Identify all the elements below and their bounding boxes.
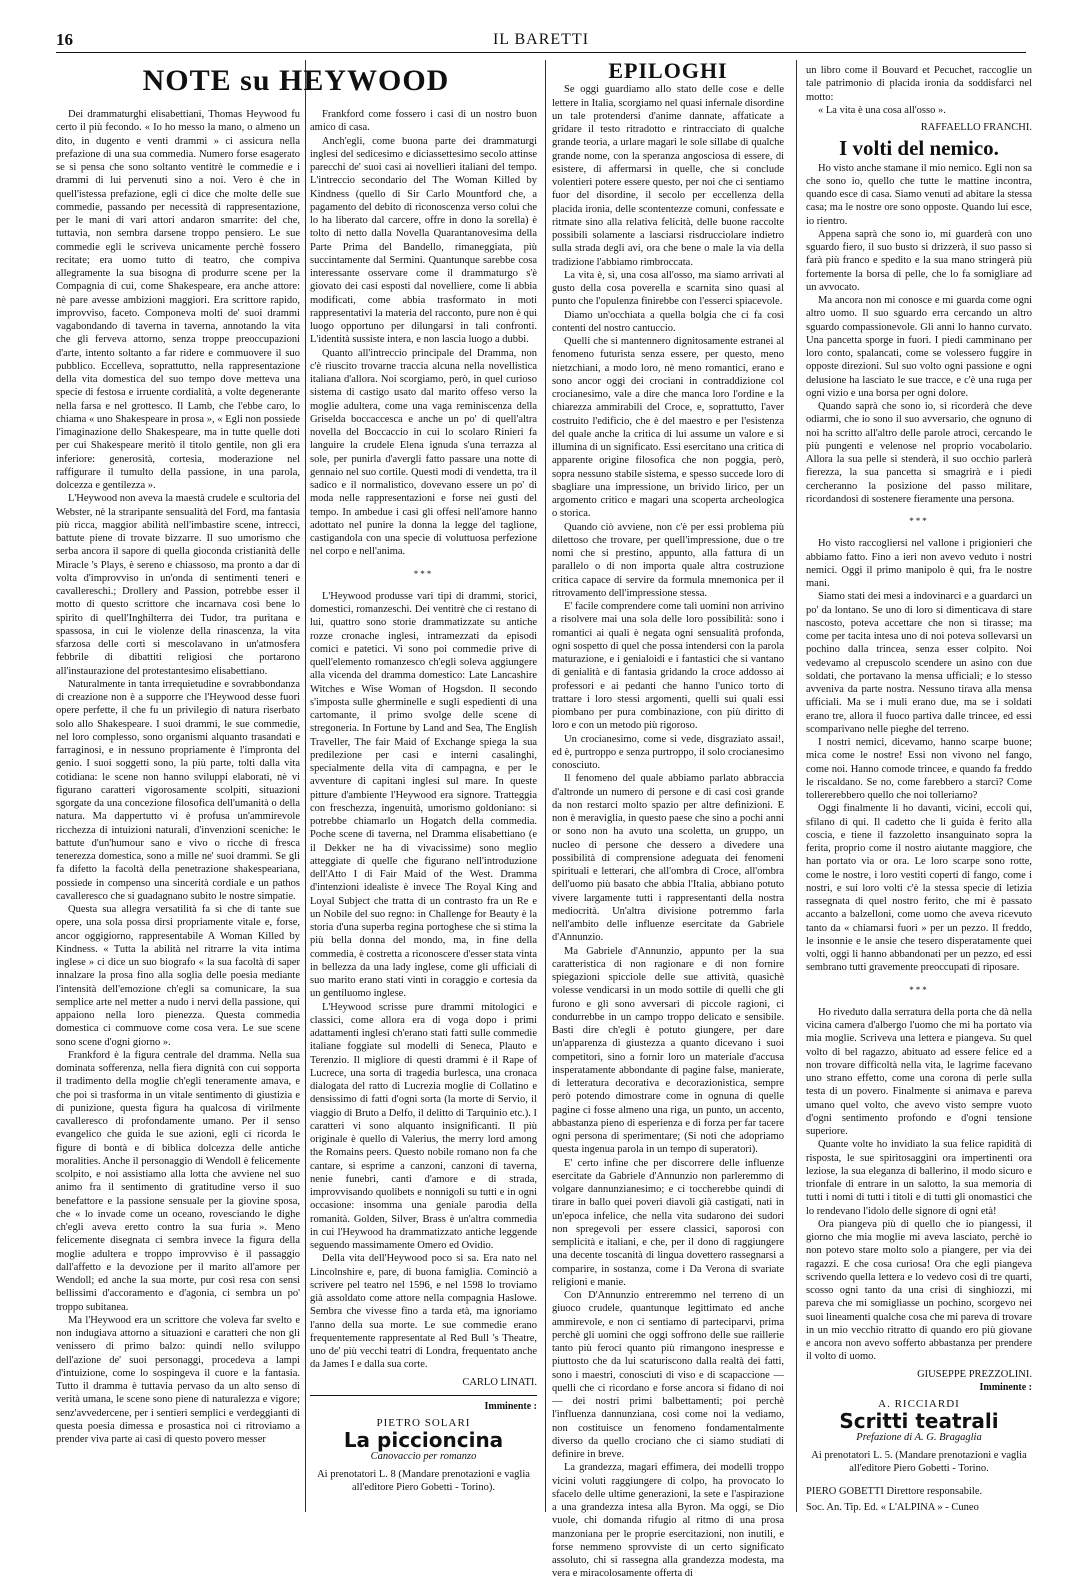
paragraph: Dei drammaturghi elisabettiani, Thomas Heywood fu certo il più fecondo. « Io ho messo la mano, o almeno un dito, in dugento e venti drammi » ci assicura nella prefazione di una sua commedia. Numero forse esagerato se si pensa che sono soltanto ventitrè le commedie e i drammi di lui pervenuti sino a noi. Vero è che in quell'istessa prefazione, egli ci dice che molte delle sue commedie, passando per necessità di rappresentazione, per le mani di vari attori andaron smarrite: del che, tuttavia, non sembra darsene troppo pensiero. Le sue commedie egli le scriveva unicamente perchè fossero recitate; era uomo tutto di teatro, che compiva allegramente la sua bisogna di produrre scene per la Compagnia di cui, come Shakespeare, era anche attore: nè pare avesse ambizioni maggiori. Era scrittore rapido, improvviso, faceto. Componeva molti de' suoi drammi vagabondando di taverna in taverna, annotando la vita che gli ferveva attorno, senza troppe preoccupazioni d'arte, intento soltanto a far ridere e commuovere il suo pubblico. Eccelleva, soprattutto, nella rappresentazione della vita domestica del suo tempo dove metteva una specie di festosa e irruente cordialità, a volte degenerante nella farsa e nel grottesco. Il Lamb, che l'ebbe caro, lo chiama « uno Shakespeare in prosa », « Egli non possiede l'imaginazione dello Shakespeare, ma in tutte quelle doti per cui Shakespeare meritò il titolo gentile, non gli era inferiore: generosità, cortesia, moderazione nel raffigurare il tumulto della passione, in una parola, dolcezza e gentilezza ». bbox=[56, 109, 300, 491]
paragraph: L'Heywood non aveva la maestà crudele e scultoria del Webster, nè la straripante sensualità del Ford, ma fantasia più ricca, maggior abilità nell'imbastire scene, intrecci, battute piene di trovate bizzarre. Il suo umorismo che serba ancora il sapore di quella gioconda cristianità delle Miracle 's Plays, è sereno e chiassoso, ma pronto a dar di volta d'improvviso in un'onda di sentimenti teneri e cavallereschi.; Drollery and Passion, potrebbe esser il motto di questo scrittore che incarnava così bene lo spirito di quell'Inghilterra dei Tudor, tra puritana e spassosa, in cui le violenze della rinascenza, la vita sfarzosa delle corti si mescolavano in un'atmosfera febbrile di dibattiti religiosi che portarono all'instaurazione del protestantesimo elisabettiano. bbox=[56, 493, 300, 677]
section-separator: *** bbox=[909, 984, 929, 995]
paragraph: Ma ancora non mi conosce e mi guarda come ogni altro uomo. Il suo sguardo erra cercando un altro sguardo compassionevole. Gli anni lo hanno curvato. Una pancetta sporge in fuori. I piedi camminano per loro conto, spalancati, come se volessero fuggire in opposte direzioni. Sul suo volto ogni passione e ogni delusione ha lasciato le sue tracce, e c'è una ruga per ogni vizio e una borsa per ogni dolore. bbox=[806, 295, 1032, 399]
ad-author: PIETRO SOLARI bbox=[376, 1417, 471, 1429]
column-2 bbox=[310, 108, 537, 1512]
paragraph: Con D'Annunzio entreremmo nel terreno di un giuoco crudele, quantunque legittimato ed anche ammirevole, e non ci sentiamo di parteciparvi, prima perchè gli uomini che oggi soffrono delle sue raillerie tanto più feroci quanto più rimangono inespresse e piuttosto che da lui scaturiscono dalla realtà dei fatti, sono i maestri, conosciuti di viso e di scapaccione — quelli che ci ricordano e forse ancora si fidano di noi — dei nostri primi balbettamenti; poi perchè l'influenza dannunziana, così come noi la vediamo, non costituisce un fenomeno fondamentalmente diverso da quello crociano che ci siamo studiati di definire in breve. bbox=[552, 1290, 784, 1460]
paragraph: Un crocianesimo, come si vede, disgraziato assai!, ed è, purtroppo e senza purtroppo, il solo crocianesimo conosciuto. bbox=[552, 733, 784, 771]
paragraph: Quanto all'intreccio principale del Dramma, non c'è riuscito trovarne traccia alcuna nella novellistica italiana d'allora. Noi scorgiamo, però, in quel curioso sistema di castigo usato dal marito offeso verso la moglie adultera, come una vaga reminiscenza della Griselda boccaccesca e anche un po' di quell'altra novella del Boccaccio in cui lo scolaro Rinieri fa languire la crudele Elena ignuda s'una terrazza al sole, per punirla d'avergli fatto passare una notte di gennaio nel suo cortile. Questi modi di vendetta, tra il sadico e il normalistico, dovevano essere un po' di moda nelle rappresentazioni e forse nei gusti del tempo. In ambedue i casi gli offesi nell'amore hanno adottato nel punire la donna la legge del taglione, castigandola con una specie di voluttuosa perfezione nel corpo e nell'anima. bbox=[310, 347, 537, 558]
paragraph: Quelli che si mantennero dignitosamente estranei al fenomeno futurista senza essere, per questo, meno nietzchiani, a modo loro, nè meno romantici, erano e sono ancor oggi dei crociani in contraddizione col crocianesimo, vale a dire che manca loro l'ordine e la chiarezza ammirabili del Croce, e, soprattutto, l'aver costruito l'edificio, che è del maestro e per l'esistenza del quale anche la critica di lui assume un valore e si illumina di un significato. Essi esercitano una critica di apparente origine filosofica che non poggia, però, sopra nessuno stabile sistema, e spesso succede loro di sbagliare una impressione, un brivido lirico, per un argomento critico e magari una scoperta archeologica o storica. bbox=[552, 336, 784, 520]
paragraph: Questa sua allegra versatilità fa sì che di tante sue opere, una sola possa dirsi propriamente vitale e, forse, ancor oggigiorno, rappresentabile A Woman Killed by Kindness. « Tutta la abilità nel ritrarre la vita intima inglese » ci dice un suo biografo « la sua facoltà di saper innalzare la prosa fino alla soglia delle poesia mediante l'intensità dell'emozione ch'egli sa comunicare, la sua semplice arte nel metter a nudo i nervi della passione, qui appaiono nella loro pienezza. Questa commedia domestica ci commuove come cosa vera. Le sue scene sono scene d'ogni giorno ». bbox=[56, 904, 300, 1048]
column-1 bbox=[56, 108, 300, 1512]
paragraph: E' facile comprendere come tali uomini non arrivino a risolvere mai una sola delle loro possibilità: sono i romantici ai quali è negata ogni sensualità profonda, ogni sospetto di quel che possa intendersi con la parola maturazione, e i genialoidi e i fantastici che si vantano di genialità e di fantasia gridando la croce addosso ai professori e ai pedanti che hanno l'unico torto di trattare i loro stessi argomenti, quelli sui quali essi piombano per pura combinazione, con più diritto di loro e con un metodo più rigoroso. bbox=[552, 601, 784, 732]
paragraph: Ho riveduto dalla serratura della porta che dà nella vicina camera d'albergo l'uomo che mi ha portato via mia moglie. Scriveva una lettera e piangeva. Su quel volto di bel ragazzo, abituato ad essere felice ed a non trovare difficoltà nella vita, le lagrime facevano uno strano effetto, come una corona di perle sulla testa di un povero. Finalmente si animava e pareva umano quel volto, che avevo visto sempre vuoto d'ogni sentimento profondo e d'ogni tensione superiore. bbox=[806, 1006, 1032, 1137]
paragraph: Naturalmente in tanta irrequietudine e sovrabbondanza di creazione non è a supporre che l'Heywood desse fuori opere perfette, il che fu un privilegio di natura riserbato solo allo Shakespeare. I suoi drammi, le sue commedie, nel loro complesso, sono organismi alquanto trasandati e farraginosi, e in nessuno propriamente è l'impronta del genio. I suoi soggetti sono, la più parte, tolti dalla vita cotidiana: le scene non hanno sviluppi elaborati, nè vi figurano caratteri vigorosamente scolpiti, situazioni sgorgate da una concezione filosofica dell'umanità o della natura. Ma dappertutto vi è profusa un'ammirevole ricchezza di intuizioni naturali, d'invenzioni sceniche: le battute d'un'humour sano e vivo o ricche di fresca tenerezza domestica, sono a mille ne' suoi drammi. Se gli fa difetto la facoltà della penetrazione shakespeariana, possiede in compenso una sincerità cordiale e un pathos cavalleresco che si guadagnano subito le nostre simpatie. bbox=[56, 678, 300, 902]
advertisement-solari bbox=[310, 1400, 537, 1495]
paragraph: L'Heywood produsse vari tipi di drammi, storici, domestici, romanzeschi. Dei ventitrè che ci restano di lui, quattro sono storie drammatizzate su antiche rozze cronache inglesi, intramezzati da episodi comici e patetici. Vi sono poi commedie prive di quell'elemento romanzesco ch'egli soleva aggiungere alla vicenda del dramma domestico: Late Lancashire Witches e Wise Woman of Hogsdon. Il secondo s'imposta sulle gherminelle e sugli espedienti di una cartomante, il primo svolge delle scene di stregoneria. In Fortune by Land and Sea, The English Traveller, The fair Maid of Exchange spiega la sua predilezione per casi e interni casalinghi, specialmente della vita di campagna, e per le avventure di capitani inglesi sul mare. In queste pitture d'ambiente l'Heywood era signore. Tratteggia con freschezza, ingenuità, umorismo goldoniano: si potrebbe chiamarlo un Hogatch della commedia. Poche scene di taverna, nel Dramma elisabettiano (e il Dekker ne ha di vivacissime) sono meglio atteggiate di quelle che figurano nell'introduzione dell'Atto I di Fair Maid of the West. Dramma d'intenzioni idealiste è invece The Royal King and Loyal Subject che tratta di un contrasto fra un Re e un Nobile del suo regno: in Challenge for Beauty è la storia d'una superba regina portoghese che si stima la più bella donna del mondo, ma, in fine della commedia, è costretta a riconoscere d'esser stata vinta in bellezza da una lady inglese, come gli ufficiali di suo marito erano stati vinti in coraggio e cortesia da un gentiluomo inglese. bbox=[310, 590, 537, 1000]
author-signature: RAFFAELLO FRANCHI. bbox=[920, 122, 1032, 133]
article-title-epiloghi: EPILOGHI bbox=[608, 58, 728, 83]
running-head bbox=[56, 28, 1026, 53]
paragraph: Ho visto raccogliersi nel vallone i prigionieri che abbiamo fatto. Fino a ieri non avevo veduto i nostri nemici. Oggi il primo manipolo è qui, fra le nostre mani. bbox=[806, 538, 1032, 589]
paragraph: un libro come il Bouvard et Pecuchet, raccoglie un tale patrimonio di placida ironia da soddisfarci nel motto: bbox=[806, 65, 1032, 103]
paragraph: Diamo un'occhiata a quella bolgia che ci fa così contenti del nostro cantuccio. bbox=[552, 309, 784, 334]
paragraph: Siamo stati dei mesi a indovinarci e a guardarci un po' da lontano. Se uno di loro si dimenticava di stare nascosto, poteva accettare che non si tirasse; ma come per tacita intesa uno di noi poteva sollevarsi un pochino dalla trincea, senza esser colpito. Noi vedevamo al crepuscolo scendere un asino con due soldati, che portavano la mensa ufficiali; e lo stesso avveniva da parte nostra. Nessuno tirava alla mensa ufficiali. Ma se i muli erano due, ma se i soldati erano tre, allora il fuoco partiva dalle trincee, ed essi scomparivano nelle pieghe del terreno. bbox=[806, 591, 1032, 735]
ad-book-title: Scritti teatrali bbox=[839, 1409, 999, 1434]
column-rule bbox=[545, 60, 546, 1512]
paragraph: Se oggi guardiamo allo stato delle cose e delle lettere in Italia, scorgiamo nel quasi infernale disordine un tale protendersi d'anime dannate, affaticate a gridare il testo ritradotto e rintracciato di qualche grande teoria, a urlare magari le sole sillabe di qualche grande nome, con la speranza angosciosa di essere, di esistere, di affermarsi in quelle, che si conclude volentieri potere essere questo, per noi che ci sentiamo fuor del disordine, il secolo per eccellenza della placida ironia, delle scontentezze comuni, confessate e ritmate sino alla relativa felicità, delle buone raccolte possibili solamente a lasciarsi risdrucciolare indietro sulla strada degli avi, ora che bene o male la via della tradizione l'abbiamo rimbroccata. bbox=[552, 84, 784, 268]
paragraph: I nostri nemici, dicevamo, hanno scarpe buone; mica come le nostre! Essi non vivono nel fango, come noi. Hanno comode trincee, e quando fa freddo le riscaldano. Se no, come farebbero a starci? Come tollererebbero quello che noi tolleriamo? bbox=[806, 737, 1032, 801]
article-title-note: NOTE su HEYWOOD bbox=[142, 64, 450, 97]
paragraph: Quando ciò avviene, non c'è per essi problema più dilettoso che trovare, per quell'impressione, due o tre nomi che si prestino, appunto, alla fattura di un parallelo o di non importa quale altra costruzione critica capace di servire da formula mnemonica per il ritrovamento dell'impressione stessa. bbox=[552, 521, 784, 599]
paragraph: Appena saprà che sono io, mi guarderà con uno sguardo fiero, il suo busto si drizzerà, il suo passo si farà più franco e spedito e la sua mano stringerà più fortemente la borsa di pelle, che lo fa somigliare ad un avvocato. bbox=[806, 228, 1032, 293]
ad-label: Imminente : bbox=[484, 1400, 537, 1412]
advertisement-ricciardi bbox=[806, 1381, 1032, 1476]
paragraph: Oggi finalmente li ho davanti, vicini, eccoli qui, sfilano di qui. Il cadetto che li guida è ferito alla coscia, e tiene il fazzoletto insanguinato sopra la ferita, proprio come il nostro aiutante maggiore, che han portato via or ora. Le loro scarpe sono rotte, come le nostre, i loro vestiti coperti di fango, come i nostri, e sui loro volti c'è la stessa specie di letizia rassegnata di quel nostro ferito, che mi è passato accanto a balzelloni, come uomo che aveva ricevuto tanto da « chiamarsi fuori » per un pezzo. Il freddo, le insonnie e le ansie che tesero disperatamente quei volti, oggi li hanno abbandonati per un pezzo, ed essi sembrano tutti gravemente preoccupati di riposare. bbox=[806, 803, 1032, 974]
paragraph: Ma l'Heywood era un scrittore che voleva far svelto e non indugiava attorno a situazioni e caratteri che non gli venissero di primo balzo: quindi nello sviluppo dell'azione de' suoi personaggi, procedeva a lampi d'intuizione, come lo sospingeva il cuore e la fantasia. Tutto il dramma è tuttavia pervaso da un alto senso di verità umana, le scene sono piene di naturalezza e vigore; senz'avvedercene, per i sentieri semplici e verdeggianti di questa poesia dimessa e prosastica noi ci ritroviamo a prender viva parte ai casi di questo povero messer bbox=[56, 1314, 300, 1445]
paragraph: Frankford è la figura centrale del dramma. Nella sua dominata sofferenza, nella fiera dignità con cui sopporta il tradimento della moglie ch'egli teneramente amava, e che poi si trasforma in un vitale sentimento di giustizia e di punizione, questa figura ha qualcosa di virilmente cavalleresco di profondamente umano. Per il senso evangelico che guida le sue azioni, egli ci ricorda le figure di bontà e di biblica dolcezza delle antiche moralities. Anche il personaggio di Wendoll è felicemente scolpito, e noi assistiamo alla lotta che avviene nel suo animo fra il sentimento di gratitudine verso il suo benefattore e la passione sensuale per la giovine sposa, che « lo invade come un oceano, rovesciando le dighe ch'egli aveva eretto contro la sua furia ». Meno felicemente disegnata ci sembra invece la figura della moglie adultera e troppo improvviso è il passaggio dall'affetto e la devozione per il marito all'amore per Wendoll; ed anche la sua morte, pur così resa con sensi bellissimi d'accoramento e d'agonia, ci sembra un po' troppo subitanea. bbox=[56, 1049, 300, 1313]
paragraph: La vita è, sì, una cosa all'osso, ma siamo arrivati al gusto della cosa poverella e scarnita sino quasi al punto che l'opulenza finirebbe con l'esserci spiacevole. bbox=[552, 269, 784, 308]
page-number: 16 bbox=[56, 30, 73, 49]
ad-author: A. RICCIARDI bbox=[878, 1398, 960, 1410]
printer-credit: Soc. An. Tip. Ed. « L'ALPINA » - Cuneo bbox=[806, 1501, 979, 1513]
paragraph: Ora piangeva più di quello che io piangessi, il giorno che mia moglie mi aveva lasciato, perchè io non potevo stare molto solo a piangere, per via dei ragazzi. E che cosa curiosa! Ora che egli piangeva scrivendo quella lettera e lo vedevo così di tre quarti, scosso ogni tanto da una crisi di singhiozzi, mi pareva che mi somigliasse un pochino, scorgevo nei suoi lineamenti qualche cosa che mi pareva di trovare in un mio vecchio ritratto di quando ero più giovane e ancora non avevo sofferto abbastanza per prendere il volto di uomo. bbox=[806, 1218, 1032, 1363]
ad-divider bbox=[310, 1395, 537, 1396]
paragraph: La grandezza, magari effimera, dei modelli troppo vicini voluti raggiungere di colpo, ha provocato lo sfacelo delle ultime generazioni, la sete e l'aspirazione a una grandezza intesa alla Byron. Ma oggi, se Dio vuole, chi domanda rifugio al ritmo di una prosa manzoniana per le proprie esercitazioni, non inutili, e forse nemmeno sprovviste di un certo significato assoluto, chi si rassegna alla grandezza modesta, ma vera e miracolosamente offerta di bbox=[552, 1462, 784, 1580]
author-signature: CARLO LINATI. bbox=[462, 1376, 537, 1388]
ad-subtitle: Canovaccio per romanzo bbox=[370, 1450, 477, 1462]
paragraph: Anch'egli, come buona parte dei drammaturgi inglesi del sedicesimo e diciassettesimo secolo attinse parecchi de' suoi casi ai novellieri italiani del tempo. L'intreccio secondario del The Woman Killed by Kindness (quello di Sir Carlo Mountford che, a pagamento del debito di riconoscenza verso colui che lo ha liberato dal carcere, offre in dono la sorella) è tolto di netto dalla Novella Quarantanovesima della Parte Prima del Bandello, rimaneggiata, più succintamente dal Sermini. Quantunque sarebbe cosa interessante osservare come il drammaturgo s'è giovato dei casi esposti dal novelliere, come li abbia modificati, come abbia trasformato in moti rappresentativi la materia del racconto, pure non è qui luogo opportuno per dilungarsi in tali confronti. L'identità sussiste intera, e non lascia luogo a dubbi. bbox=[310, 135, 537, 346]
author-signature: GIUSEPPE PREZZOLINI. bbox=[917, 1368, 1032, 1380]
paragraph: Il fenomeno del quale abbiamo parlato abbraccia d'altronde un numero di persone e di casi così grande da non restarci molto spazio per altre definizioni. E non è meraviglia, in questo paese che sino a pochi anni or sono non ha avuto una scoletta, un gruppo, un nucleo di persone che dessero a divedere una possibilità di comprensione adeguata dei fenomeni spirituali e letterari, che all'ombra di Croce, all'ombra dell'uomo più basato che abbia l'Italia, abbiano potuto vivere largamente tutti i rappresentanti della nostra mediocrità. Un'altra divisione potremmo farla nell'ambito delle influenze esercitate da Gabriele d'Annunzio. bbox=[552, 773, 784, 944]
journal-name: IL BARETTI bbox=[492, 31, 590, 48]
ad-subtitle: Prefazione di A. G. Bragaglia bbox=[856, 1431, 982, 1443]
ad-book-title: La piccioncina bbox=[343, 1428, 504, 1453]
paragraph: Ma Gabriele d'Annunzio, appunto per la sua caratteristica di non ragionare e di non fornire spiegazioni spicciole delle sue attività, quasichè volesse vendicarsi in un modo sottile di quelli che gli furono e gli sono avversari di piccole ragioni, ci condurrebbe in un campo troppo delicato e sensibile. Basti dire ch'egli è potuto giungere, per dare un'apparenza di giustezza a quanto dicevano i suoi competitori, sino a fornir loro un materiale d'accusa insperatamente abbondante di pagine false, manierate, di letteratura decorativa e decorazionistica, sempre però potendo dimostrare come in ognuna di quelle pagine ci fosse almeno una riga, un punto, un accento, abbastanza pieno di esperienza e di forza per far tacere ogni persona di sperimentare; (Si noti che adopriamo questa ingenua parola in un tempo di superatori). bbox=[552, 945, 784, 1156]
column-4 bbox=[806, 64, 1032, 1512]
paragraph: Quando saprà che sono io, si ricorderà che deve odiarmi, che io sono il suo avversario, che ognuno di noi ha scritto all'altro delle parole atroci, cercando le più pungenti e velenose nel proprio vocabolario. Allora la sua pelle si stenderà, il suo occhio parlerà fierezza, la sua pancetta si smagrirà e i piedi cercheranno la posizione del passo militare, ricordandosi di sostenere fieramente una persona. bbox=[806, 401, 1032, 505]
section-separator: *** bbox=[909, 516, 929, 526]
ad-text: Ai prenotatori L. 8 (Mandare prenotazioni e vaglia all'editore Piero Gobetti - Torino). bbox=[317, 1468, 530, 1493]
ad-label: Imminente : bbox=[979, 1381, 1032, 1393]
paragraph: Frankford come fossero i casi di un nostro buon amico di casa. bbox=[310, 109, 537, 134]
column-rule bbox=[796, 60, 797, 1512]
column-rule bbox=[305, 60, 306, 1512]
paragraph: Della vita dell'Heywood poco si sa. Era nato nel Lincolnshire e, pare, di buona famiglia. Cominciò a scrivere pel teatro nel 1596, e nel 1598 lo troviamo già assoldato come attore nella compagnia Haslowe. Sembra che vivesse fino a tarda età, ma ignoriamo l'anno della sua morte. Le sue commedie erano frequentemente rappresentate al Red Bull 's Theatre, uno de' più vecchi teatri di Londra, frequentato anche da James I e dalla sua corte. bbox=[310, 1253, 537, 1371]
paragraph: E' certo infine che per discorrere delle influenze esercitate da Gabriele d'Annunzio non parleremmo di volgare dannunzianesimo; e ci toccherebbe quindi di tirare in ballo quei poveri diavoli già castigati, nati in un'epoca infelice, che nella vita sudarono dei sudori non spregevoli per essere classici, saporosi con semplicità e italiani, e che, per il dono di raggiungere una decente toscanità di lingua dovettero rassegnarsi a comparire, in sostanza, come i Da Verona di svariate religioni e manie. bbox=[552, 1157, 784, 1288]
director-credit: PIERO GOBETTI Direttore responsabile. bbox=[806, 1486, 983, 1498]
paragraph: L'Heywood scrisse pure drammi mitologici e classici, come allora era di voga dopo i primi adattamenti inglesi ch'erano stati fatti sulle commedie italiane foggiate sul modelli di Seneca, Plauto e Terenzio. Il migliore di questi drammi è il Rape of Lucrece, una sorta di tragedia burlesca, una cronaca dialogata del ratto di Lucrezia moglie di Collatino e densissimo di fatti d'ogni sorta (la morte di Servio, il viaggio di Bruto a Delfo, il delitto di Tarquinio etc.). I caratteri vi sono alquanto insignificanti. Il più originale è quello di Valerius, the merry lord among the Romains peers. Questo nobile romano non fa che cantare, si esprime a canzoni, canzoni di taverna, nenie funebri, canti d'amore e di strada, improvvisando quolibets e nonnigoli su tutti e in ogni occasione: insomma una geniale parodia della romanità. Golden, Silver, Brass è un'altra commedia in cui l'Heywood ha drammatizzato antiche leggende seguendo massimamente Omero ed Ovidio. bbox=[310, 1001, 537, 1251]
ad-text: Ai prenotatori L. 5. (Mandare prenotazioni e vaglia all'editore Piero Gobetti - Torino. bbox=[811, 1449, 1027, 1474]
quote: « La vita è una cosa all'osso ». bbox=[818, 104, 946, 116]
paragraph: Quante volte ho invidiato la sua felice rapidità di risposta, le sue spiritosaggini ora impertinenti ora leziose, la sua eleganza di ballerino, il modo sicuro e trionfale di entrare in un salotto, la sua memoria di tutti i nomi di tutti i titoli e di tutti gli onomastici che lo rendevano l'idolo delle signore di ogni età! bbox=[806, 1139, 1032, 1217]
paragraph: Ho visto anche stamane il mio nemico. Egli non sa che sono io, quello che tutte le mattine incontra, quando esce di casa. Siamo venuti ad abitare la stessa casa; ma le nostre ore sono opposte. Quando lui esce, io rientro. bbox=[806, 162, 1032, 227]
column-3 bbox=[552, 58, 784, 1580]
article-title-volti: I volti del nemico. bbox=[839, 136, 999, 161]
section-separator: *** bbox=[413, 568, 434, 579]
